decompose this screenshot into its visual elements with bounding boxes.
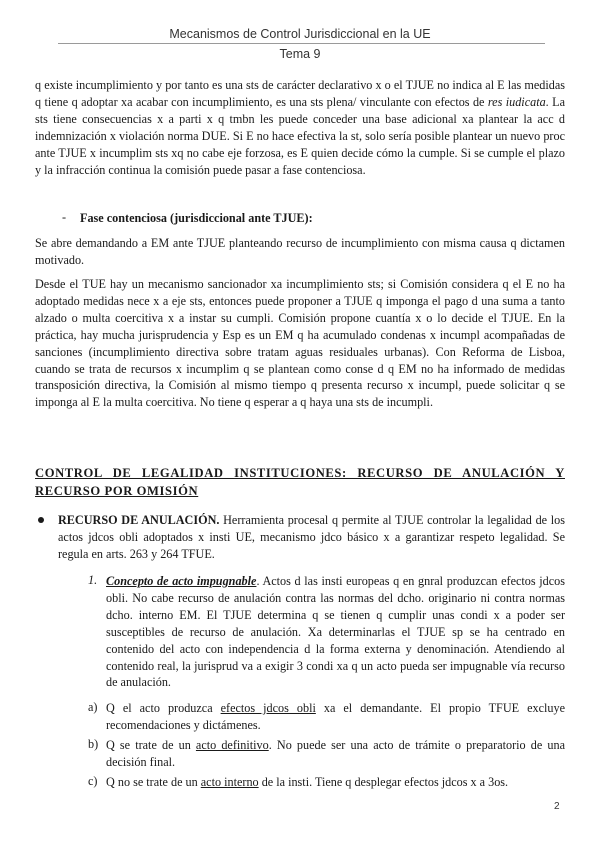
subitem-c-label: c) — [88, 774, 98, 788]
subitem-b-underline: acto definitivo — [195, 738, 269, 752]
section-heading-control-legalidad: CONTROL DE LEGALIDAD INSTITUCIONES: RECURSO DE ANULACIÓN Y RECURSO POR OMISIÓN — [35, 466, 565, 498]
subitem-b-pre: Q se trate de un — [106, 738, 196, 752]
subitem-c-pre: Q no se trate de un — [106, 775, 201, 789]
subitem-a-label: a) — [88, 700, 98, 714]
paragraph-sentence-effects-part2: . La sts tiene consecuencias x a parti x q tmbn les puede conceder una base adicional xa plantear la acc d indemnización x violación norma DUE. Si E no hace efectiva la st, solo sería posible plantear un nuevo proc ante TJUE x incumplim sts xq no cabe eje forzosa, es E quien decide cómo la cumple. Si se cumple el plazo y la infracción continua la comisión puede pasar a fase contenciosa. — [35, 94, 565, 177]
item-number: 1. — [88, 573, 98, 587]
section-fase-contenciosa-title: Fase contenciosa (jurisdiccional ante TJUE): — [80, 211, 313, 225]
dash-marker: - — [62, 210, 67, 224]
subitem-b-post: . No puede ser una acto de trámite o preparatorio de una decisión final. — [106, 738, 566, 769]
res-iudicata-term: res iudicata — [487, 94, 546, 109]
paragraph-sanciones: Desde el TUE hay un mecanismo sancionador xa incumplimiento sts; si Comisión considera q el E no ha adoptado medidas nece x a eje sts, entonces puede proponer a TJUE q imponga el pago d una suma a tanto alzado o multa coercitiva x a instar su cumpli. Comisión propone cuantía x o lo decide el TJUE. En la práctica, hay mucha jurisprudencia y Esp es un EM q ha acumulado condenas x incumpl acompañadas de sanciones (incumplimiento directiva sobre tratam aguas residuales urbanas). Con Reforma de Lisboa, cuando se trata de recursos x incumplim q se plantean como conse d q EM no ha informado de medidas transposición directiva, la Comisión al mismo tiempo q presenta recurso x incumpl, puede solicitar q se imponga al E la multa coercitiva. No tiene q esperar a q haya una sts de incumpli. — [35, 277, 565, 410]
recurso-anulacion-text: Herramienta procesal q permite al TJUE controlar la legalidad de los actos jdcos obli adoptados x insti UE, mecanismo jdco básico x a garantizar respeto legalidad. Se regula en arts. 263 y 264 TFUE. — [58, 513, 565, 561]
bullet-recurso-anulacion — [58, 512, 565, 563]
subitem-a — [106, 700, 565, 734]
page-number: 2 — [554, 801, 560, 812]
paragraph-sentence-effects-part1: q existe incumplimiento y por tanto es una sts de carácter declarativo x o el TJUE no indica al E las medidas q tiene q adoptar xa acabar con incumplimiento, es una sts plena/ vinculante con efectos de — [35, 78, 565, 109]
subitem-c — [106, 774, 565, 791]
subitem-c-post: de la insti. Tiene q desplegar efectos jdcos x a 3os. — [258, 775, 509, 789]
subitem-b-label: b) — [88, 737, 99, 751]
header-title: Mecanismos de Control Jurisdiccional en la UE — [169, 27, 431, 41]
item-concepto-acto-impugnable — [106, 573, 565, 691]
subitem-a-underline: efectos jdcos obli — [220, 701, 316, 715]
header-rule — [58, 43, 545, 44]
concepto-acto-title: Concepto de acto impugnable — [106, 574, 257, 588]
subitem-a-pre: Q el acto produzca — [106, 701, 221, 715]
paragraph-demanda: Se abre demandando a EM ante TJUE planteando recurso de incumplimiento con misma causa q dictamen motivado. — [35, 236, 565, 267]
subitem-c-underline: acto interno — [200, 775, 259, 789]
concepto-acto-text: . Actos d las insti europeas q en gnral produzcan efectos jdcos obli. No cabe recurso de anulación contra las normas del dcho. originario ni contra normas dcho. interno EM. El TJUE determina q se tienen q cumplir unas condi x a poder ser susceptibles de recurso de anulación. Xa determinarlas el TJUE sp se ha centrado en contenido del acto con independencia d la forma externa y denominación. Atendiendo al contenido real, la jurisprud va a exigir 3 condi xa q un acto pueda ser impugnable vía recurso de anulación. — [106, 574, 565, 690]
subitem-a-post: xa el demandante. El propio TFUE excluye recomendaciones y dictámenes. — [106, 701, 565, 732]
header-subtitle: Tema 9 — [279, 47, 321, 61]
subitem-b — [106, 737, 565, 771]
bullet-dot — [38, 517, 44, 523]
paragraph-sentence-effects — [35, 77, 565, 178]
recurso-anulacion-title: RECURSO DE ANULACIÓN. — [58, 513, 220, 527]
